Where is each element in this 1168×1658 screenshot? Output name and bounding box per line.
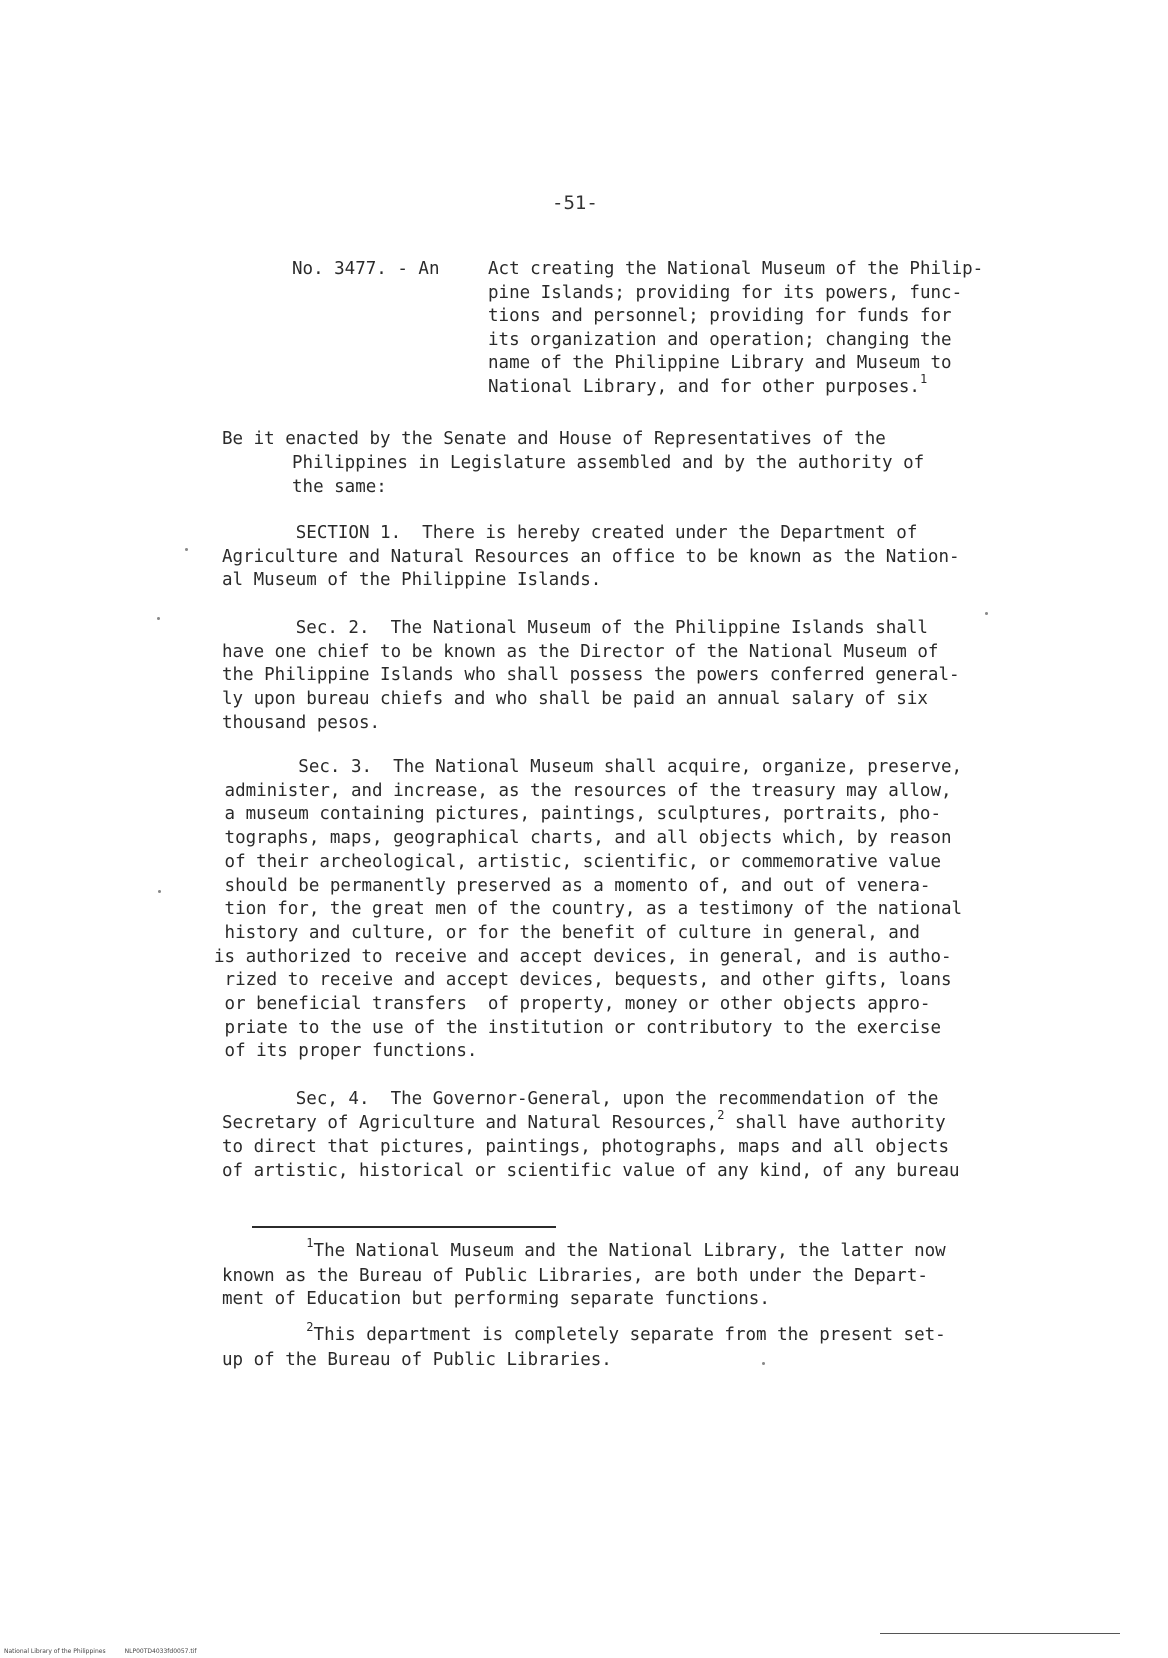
enacting-line: the same: [292, 476, 387, 497]
section-line: thousand pesos. [222, 712, 381, 733]
footnote-marker: 1 [306, 1236, 314, 1250]
section-line: ly upon bureau chiefs and who shall be paid an annual salary of six [222, 689, 928, 710]
section-line: of its proper functions. [214, 1041, 478, 1062]
footnote-1 [222, 1236, 946, 1312]
section-line: Agriculture and Natural Resources an office to be known as the Nation- [222, 546, 960, 567]
section-1 [222, 522, 960, 593]
section-line: tographs, maps, geographical charts, and all objects which, by reason [214, 828, 952, 849]
section-line: or beneficial transfers of property, money or other objects appro- [214, 994, 931, 1015]
footnote-line: This department is completely separate from the present set- [313, 1325, 946, 1345]
section-line: have one chief to be known as the Director of the National Museum of [222, 641, 939, 662]
enacting-clause: Be it enacted by the Senate and House of Representatives of the [222, 429, 886, 449]
section-line: is authorized to receive and accept devices, in general, and is autho- [214, 946, 952, 967]
section-4 [222, 1088, 960, 1184]
act-title-line: name of the Philippine Library and Museum to [488, 353, 952, 373]
scan-footer [4, 1648, 197, 1655]
act-title-line: pine Islands; providing for its powers, func- [488, 282, 963, 303]
footnote-separator [252, 1226, 556, 1228]
section-line: Sec, 4. The Governor-General, upon the recommendation of the [222, 1089, 939, 1109]
bottom-line [880, 1633, 1120, 1634]
section-line: Secretary of Agriculture and Natural Resources, [222, 1112, 718, 1133]
section-line: administer, and increase, as the resources of the treasury may allow, [214, 780, 952, 801]
footnote-marker: 1 [919, 371, 928, 386]
section-line: of their archeological, artistic, scientific, or commemorative value [214, 851, 941, 872]
act-title-line: Act creating the National Museum of the Philip- [488, 259, 984, 279]
section-line: shall have authority [724, 1112, 946, 1133]
section-line: the Philippine Islands who shall possess the powers conferred general- [222, 665, 960, 686]
scan-speck [157, 617, 160, 620]
footnote-line: known as the Bureau of Public Libraries, are both under the Depart- [222, 1265, 928, 1286]
footer-institution: National Library of the Philippines [4, 1648, 106, 1655]
section-line: a museum containing pictures, paintings, sculptures, portraits, pho- [214, 804, 941, 825]
scan-speck [158, 890, 161, 893]
section-line: to direct that pictures, paintings, photographs, maps and all objects [222, 1137, 949, 1158]
act-number: No. 3477. - An [292, 259, 440, 279]
scan-speck [762, 1362, 765, 1365]
footnote-marker: 2 [717, 1107, 725, 1122]
scan-speck [985, 612, 988, 615]
section-line: history and culture, or for the benefit of culture in general, and [214, 922, 920, 943]
section-line: al Museum of the Philippine Islands. [222, 570, 602, 591]
footnote-marker: 2 [306, 1320, 314, 1334]
act-title-line: National Library, and for other purposes. [488, 376, 920, 397]
section-line: should be permanently preserved as a momento of, and out of venera- [214, 875, 931, 896]
scan-speck [185, 548, 188, 551]
section-3 [214, 756, 962, 1064]
section-line: Sec. 3. The National Museum shall acquire, organize, preserve, [214, 757, 963, 777]
section-line: tion for, the great men of the country, as a testimony of the national [214, 899, 963, 920]
footnote-line: up of the Bureau of Public Libraries. [222, 1349, 612, 1370]
section-line: rized to receive and accept devices, bequests, and other gifts, loans [214, 970, 952, 991]
section-2 [222, 617, 960, 736]
footnote-2 [222, 1320, 946, 1372]
section-line: SECTION 1. There is hereby created under the Department of [222, 523, 918, 543]
footnote-line: The National Museum and the National Library, the latter now [313, 1241, 946, 1261]
section-line: of artistic, historical or scientific value of any kind, of any bureau [222, 1161, 960, 1182]
section-line: Sec. 2. The National Museum of the Philippine Islands shall [222, 618, 928, 638]
enacting-line: Philippines in Legislature assembled and by the authority of [292, 453, 925, 473]
section-line: priate to the use of the institution or contributory to the exercise [214, 1017, 941, 1038]
footnote-line: ment of Education but performing separate functions. [222, 1289, 770, 1309]
act-title [488, 258, 983, 400]
page-number: -51- [552, 192, 598, 214]
footer-file-id: NLP00TD4033fd0057.tif [124, 1648, 197, 1655]
act-title-line: its organization and operation; changing the [488, 329, 952, 350]
enacting-clause-continuation [292, 452, 924, 499]
act-title-line: tions and personnel; providing for funds for [488, 306, 952, 326]
